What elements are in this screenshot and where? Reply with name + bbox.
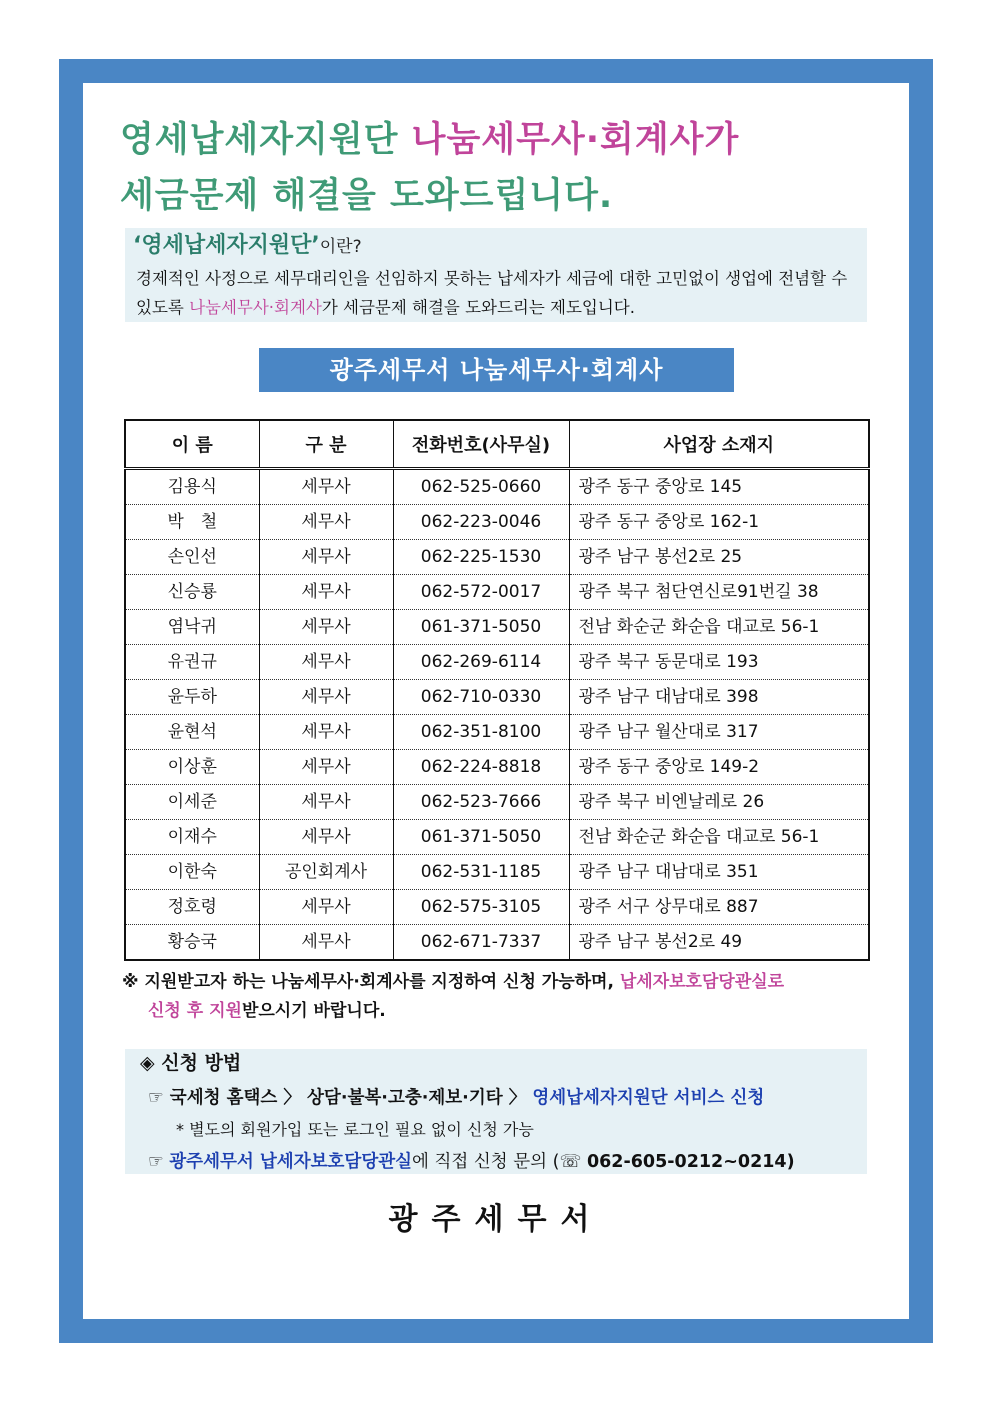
cell-type: 세무사 — [259, 750, 393, 785]
table-row — [125, 715, 869, 750]
cell-address: 광주 남구 대남대로 398 — [569, 680, 869, 715]
intro-text-part1: 경제적인 사정으로 세무대리인을 선임하지 못하는 납세자가 세금에 대한 고민없이 생업에 전념할 수 있도록 — [136, 269, 848, 317]
cell-name: 황승국 — [125, 925, 259, 961]
cell-type: 세무사 — [259, 645, 393, 680]
cell-address: 광주 동구 중앙로 149-2 — [569, 750, 869, 785]
advisor-table — [124, 419, 870, 961]
cell-phone: 061-371-5050 — [393, 820, 569, 855]
note-pink2: 신청 후 지원 — [148, 1001, 242, 1021]
headline-line1 — [120, 112, 880, 168]
cell-phone: 062-223-0046 — [393, 505, 569, 540]
cell-type: 세무사 — [259, 469, 393, 505]
note-part1: 지원받고자 하는 나눔세무사·회계사를 지정하여 신청 가능하며, — [144, 972, 620, 992]
cell-address: 광주 남구 봉선2로 49 — [569, 925, 869, 961]
header-type: 구 분 — [259, 420, 393, 469]
cell-phone: 061-371-5050 — [393, 610, 569, 645]
cell-type: 세무사 — [259, 715, 393, 750]
headline — [120, 112, 880, 224]
apply-line3-end: ) — [786, 1152, 795, 1172]
cell-type: 공인회계사 — [259, 855, 393, 890]
cell-type: 세무사 — [259, 820, 393, 855]
apply-title — [140, 1049, 241, 1077]
table-header-row — [125, 420, 869, 469]
intro-text — [136, 264, 866, 322]
cell-address: 광주 동구 중앙로 162-1 — [569, 505, 869, 540]
cell-name: 이상훈 — [125, 750, 259, 785]
table-row — [125, 925, 869, 961]
cell-address: 전남 화순군 화순읍 대교로 56-1 — [569, 610, 869, 645]
cell-name: 신승룡 — [125, 575, 259, 610]
cell-name: 윤현석 — [125, 715, 259, 750]
cell-phone: 062-523-7666 — [393, 785, 569, 820]
phone-icon: ☏ — [559, 1152, 582, 1172]
cell-type: 세무사 — [259, 505, 393, 540]
cell-phone: 062-525-0660 — [393, 469, 569, 505]
table-row — [125, 505, 869, 540]
cell-address: 광주 북구 비엔날레로 26 — [569, 785, 869, 820]
apply-line3-text: 에 직접 신청 문의 ( — [412, 1152, 560, 1172]
table-row — [125, 540, 869, 575]
apply-line3 — [148, 1148, 868, 1176]
header-address: 사업장 소재지 — [569, 420, 869, 469]
cell-phone: 062-671-7337 — [393, 925, 569, 961]
table-row — [125, 785, 869, 820]
cell-type: 세무사 — [259, 540, 393, 575]
cell-type: 세무사 — [259, 680, 393, 715]
cell-address: 광주 동구 중앙로 145 — [569, 469, 869, 505]
table-row — [125, 820, 869, 855]
apply-line3-phone: 062-605-0212~0214 — [586, 1152, 787, 1172]
apply-line1-service: 영세납세자지원단 서비스 신청 — [532, 1088, 765, 1108]
note-mark: ※ — [122, 972, 139, 992]
headline-green: 영세납세자지원단 — [120, 120, 412, 160]
cell-phone: 062-351-8100 — [393, 715, 569, 750]
diamond-icon: ◈ — [140, 1052, 155, 1074]
apply-line1-path: 국세청 홈택스 〉 상담·불복·고충·제보·기타 〉 — [169, 1088, 527, 1108]
table-row — [125, 610, 869, 645]
intro-text-part2: 가 세금문제 해결을 도와드리는 제도입니다. — [321, 298, 635, 317]
intro-title-text: ‘영세납세자지원단’ — [133, 233, 320, 258]
cell-type: 세무사 — [259, 925, 393, 961]
cell-address: 광주 북구 동문대로 193 — [569, 645, 869, 680]
office-name: 광주세무서 — [388, 1202, 604, 1237]
table-row — [125, 680, 869, 715]
header-phone: 전화번호(사무실) — [393, 420, 569, 469]
cell-name: 염낙귀 — [125, 610, 259, 645]
cell-phone: 062-572-0017 — [393, 575, 569, 610]
cell-phone: 062-710-0330 — [393, 680, 569, 715]
apply-line3-office: 광주세무서 납세자보호담당관실 — [169, 1152, 413, 1172]
cell-address: 광주 남구 대남대로 351 — [569, 855, 869, 890]
cell-phone: 062-269-6114 — [393, 645, 569, 680]
cell-phone: 062-225-1530 — [393, 540, 569, 575]
cell-name: 이한숙 — [125, 855, 259, 890]
cell-address: 광주 남구 봉선2로 25 — [569, 540, 869, 575]
cell-name: 윤두하 — [125, 680, 259, 715]
table-row — [125, 575, 869, 610]
hand-point-icon: ☞ — [148, 1152, 164, 1172]
cell-address: 광주 서구 상무대로 887 — [569, 890, 869, 925]
cell-name: 김용식 — [125, 469, 259, 505]
table-row — [125, 469, 869, 505]
cell-address: 광주 북구 첨단연신로91번길 38 — [569, 575, 869, 610]
apply-line1 — [148, 1084, 868, 1112]
cell-type: 세무사 — [259, 785, 393, 820]
note-part2: 받으시기 바랍니다. — [241, 1001, 386, 1021]
cell-type: 세무사 — [259, 610, 393, 645]
cell-type: 세무사 — [259, 575, 393, 610]
cell-name: 이재수 — [125, 820, 259, 855]
cell-phone: 062-224-8818 — [393, 750, 569, 785]
cell-name: 정호령 — [125, 890, 259, 925]
cell-type: 세무사 — [259, 890, 393, 925]
cell-name: 이세준 — [125, 785, 259, 820]
cell-phone: 062-575-3105 — [393, 890, 569, 925]
intro-text-highlight: 나눔세무사·회계사 — [189, 298, 322, 317]
cell-name: 박 철 — [125, 505, 259, 540]
hand-point-icon: ☞ — [148, 1088, 164, 1108]
header-name: 이 름 — [125, 420, 259, 469]
note-second-line — [122, 997, 882, 1026]
cell-name: 손인선 — [125, 540, 259, 575]
headline-line2: 세금문제 해결을 도와드립니다. — [120, 176, 614, 216]
cell-phone: 062-531-1185 — [393, 855, 569, 890]
section-banner: 광주세무서 나눔세무사·회계사 — [259, 348, 734, 392]
cell-name: 유권규 — [125, 645, 259, 680]
table-row — [125, 645, 869, 680]
apply-line2: * 별도의 회원가입 또는 로그인 필요 없이 신청 가능 — [176, 1120, 534, 1139]
table-row — [125, 890, 869, 925]
notice — [122, 968, 882, 1026]
intro-title-suffix: 이란? — [319, 237, 362, 257]
table-row — [125, 750, 869, 785]
table-row — [125, 855, 869, 890]
note-pink1: 납세자보호담당관실로 — [619, 972, 785, 992]
intro-title — [133, 230, 362, 263]
headline-pink: 나눔세무사·회계사가 — [411, 120, 740, 160]
cell-address: 광주 남구 월산대로 317 — [569, 715, 869, 750]
cell-address: 전남 화순군 화순읍 대교로 56-1 — [569, 820, 869, 855]
apply-title-text: 신청 방법 — [161, 1052, 242, 1074]
